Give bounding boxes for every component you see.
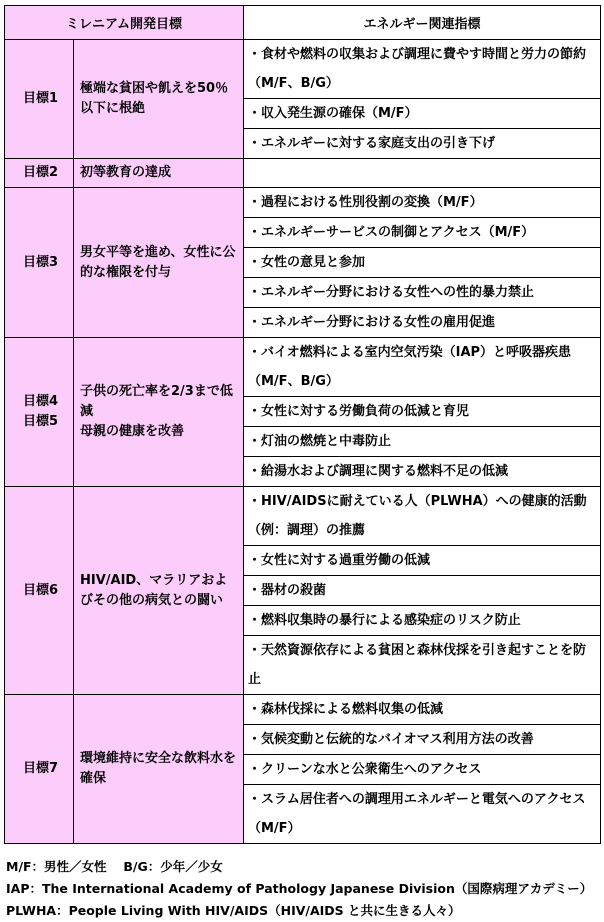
indicator-cell: ・燃料収集時の暴行による感染症のリスク防止 (244, 606, 601, 636)
note-line: M/F：男性／女性 B/G：少年／少女 (6, 859, 223, 874)
indicator-cell: ・エネルギーサービスの制御とアクセス（M/F） (244, 218, 601, 248)
indicator-cell: ・天然資源依存による貧困と森林伐採を引き起すことを防止 (244, 636, 601, 695)
table-row (5, 487, 601, 546)
indicator-cell: ・森林伐採による燃料収集の低減 (244, 695, 601, 725)
indicator-cell: ・食材や燃料の収集および調理に費やす時間と労力の節約（M/F、B/G） (244, 40, 601, 99)
indicator-cell: ・エネルギー分野における女性への性的暴力禁止 (244, 278, 601, 308)
indicator-cell: ・女性の意見と参加 (244, 248, 601, 278)
indicator-cell: ・女性に対する労働負荷の低減と育児 (244, 397, 601, 427)
goal-label: 目標6 (5, 487, 74, 695)
mdg-energy-table-container (4, 5, 601, 922)
indicator-cell (244, 159, 601, 188)
indicator-cell: ・給湯水および調理に関する燃料不足の低減 (244, 457, 601, 487)
goal-description (74, 338, 244, 487)
header-mdg: ミレニアム開発目標 (5, 6, 244, 40)
note-line: PLWHA：People Living With HIV/AIDS（HIV/AIDS と共に生きる人々） (6, 903, 461, 918)
goal-description: 男女平等を進め、女性に公的な権限を付与 (74, 188, 244, 338)
table-row (5, 40, 601, 99)
table-row (5, 159, 601, 188)
goal-label: 目標1 (5, 40, 74, 159)
goal-label: 目標2 (5, 159, 74, 188)
table-row (5, 188, 601, 218)
goal-description: 初等教育の達成 (74, 159, 244, 188)
indicator-cell: ・収入発生源の確保（M/F） (244, 99, 601, 129)
indicator-cell: ・器材の殺菌 (244, 576, 601, 606)
goal-description: 極端な貧困や飢えを50％以下に根絶 (74, 40, 244, 159)
goal-description-line: 母親の健康を改善 (80, 424, 185, 439)
table-header-row (5, 6, 601, 40)
goal-label: 目標3 (5, 188, 74, 338)
note-line: IAP：The International Academy of Pathology Japanese Division（国際病理アカデミー） (6, 881, 593, 896)
indicator-cell: ・HIV/AIDSに耐えている人（PLWHA）への健康的活動（例：調理）の推薦 (244, 487, 601, 546)
indicator-cell: ・過程における性別役割の変換（M/F） (244, 188, 601, 218)
goal-label-line: 目標5 (23, 414, 59, 429)
indicator-cell: ・スラム居住者への調理用エネルギーと電気へのアクセス（M/F） (244, 785, 601, 844)
goal-description-line: 子供の死亡率を2/3まで低減 (80, 384, 233, 419)
indicator-cell: ・バイオ燃料による室内空気汚染（IAP）と呼吸器疾患（M/F、B/G） (244, 338, 601, 397)
table-row (5, 338, 601, 397)
header-energy-indicators: エネルギー関連指標 (244, 6, 601, 40)
indicator-cell: ・クリーンな水と公衆衛生へのアクセス (244, 755, 601, 785)
indicator-cell: ・エネルギーに対する家庭支出の引き下げ (244, 129, 601, 159)
indicator-cell: ・エネルギー分野における女性の雇用促進 (244, 308, 601, 338)
indicator-cell: ・気候変動と伝統的なバイオマス利用方法の改善 (244, 725, 601, 755)
mdg-energy-table (4, 5, 601, 844)
goal-description: HIV/AID、マラリアおよびその他の病気との闘い (74, 487, 244, 695)
goal-label-line: 目標4 (23, 394, 59, 409)
indicator-cell: ・灯油の燃焼と中毒防止 (244, 427, 601, 457)
indicator-cell: ・女性に対する過重労働の低減 (244, 546, 601, 576)
goal-label (5, 338, 74, 487)
table-row (5, 695, 601, 725)
goal-label: 目標7 (5, 695, 74, 844)
goal-description: 環境維持に安全な飲料水を確保 (74, 695, 244, 844)
abbreviation-notes (4, 856, 601, 922)
